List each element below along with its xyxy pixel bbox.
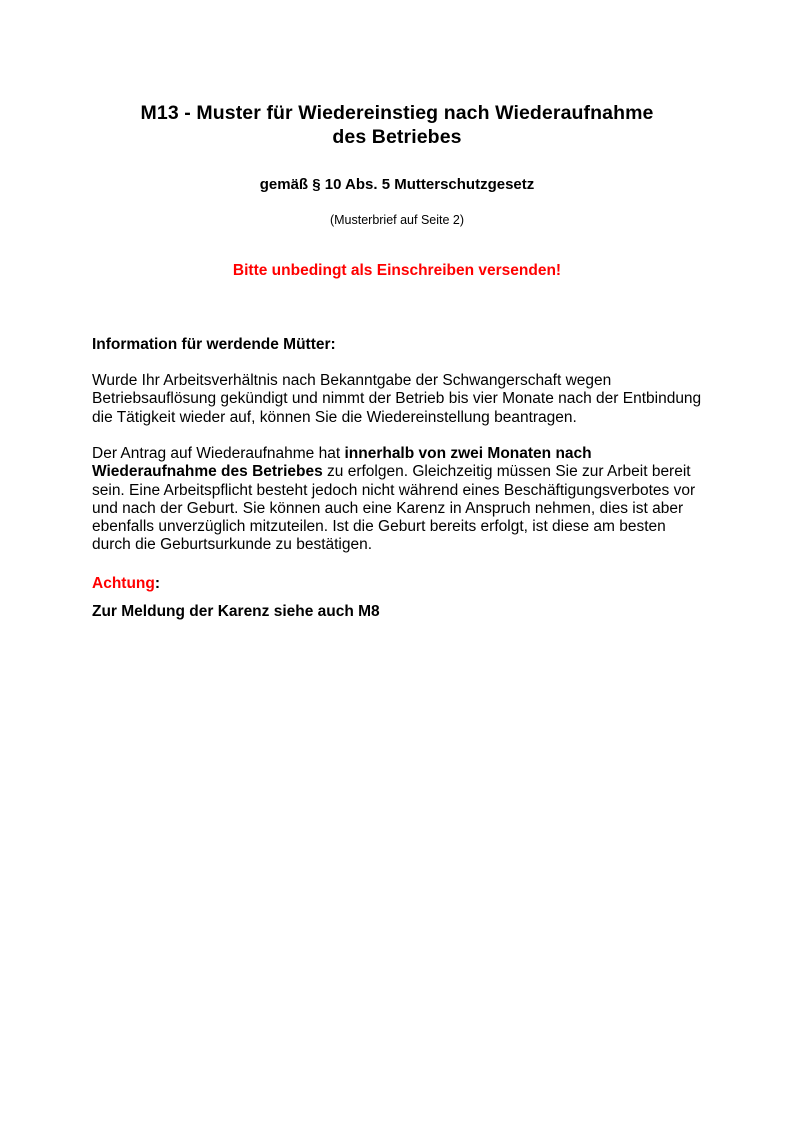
title-line-1: M13 - Muster für Wiedereinstieg nach Wiederaufnahme (140, 102, 654, 124)
attention-colon: : (154, 575, 161, 592)
karenz-reference-note: Zur Meldung der Karenz siehe auch M8 (92, 603, 380, 620)
paragraph-2-bold: innerhalb von zwei Monaten nach Wiederaufnahme des Betriebes (92, 445, 592, 481)
attention-label (92, 574, 160, 593)
registered-mail-warning: Bitte unbedingt als Einschreiben versenden! (232, 262, 562, 279)
attention-word: Achtung (92, 575, 155, 592)
title-line-2: des Betriebes (332, 126, 462, 148)
paragraph-2-part-1: Der Antrag auf Wiederaufnahme hat (92, 445, 345, 462)
sample-letter-note: (Musterbrief auf Seite 2) (329, 213, 465, 227)
document-title (92, 101, 702, 149)
section-heading: Information für werdende Mütter: (92, 336, 336, 353)
paragraph-2-part-2: zu erfolgen. Gleichzeitig müssen Sie zur Arbeit bereit sein. Eine Arbeitspflicht besteht jedoch nicht während eines Beschäftigungsverbotes vor und nach der Geburt. Sie können auch eine Karenz in Anspruch nehmen, dies ist aber ebenfalls unverzüglich mitzuteilen. Ist die Geburt bereits erfolgt, ist diese am besten durch die Geburtsurkunde zu bestätigen. (92, 463, 696, 554)
paragraph-1: Wurde Ihr Arbeitsverhältnis nach Bekanntgabe der Schwangerschaft wegen Betriebsauflösung gekündigt und nimmt der Betrieb bis vier Monate nach der Entbindung die Tätigkeit wieder auf, können Sie die Wiedereinstellung beantragen. (92, 372, 702, 426)
paragraph-2 (92, 445, 702, 555)
document-subtitle: gemäß § 10 Abs. 5 Mutterschutzgesetz (259, 176, 535, 193)
